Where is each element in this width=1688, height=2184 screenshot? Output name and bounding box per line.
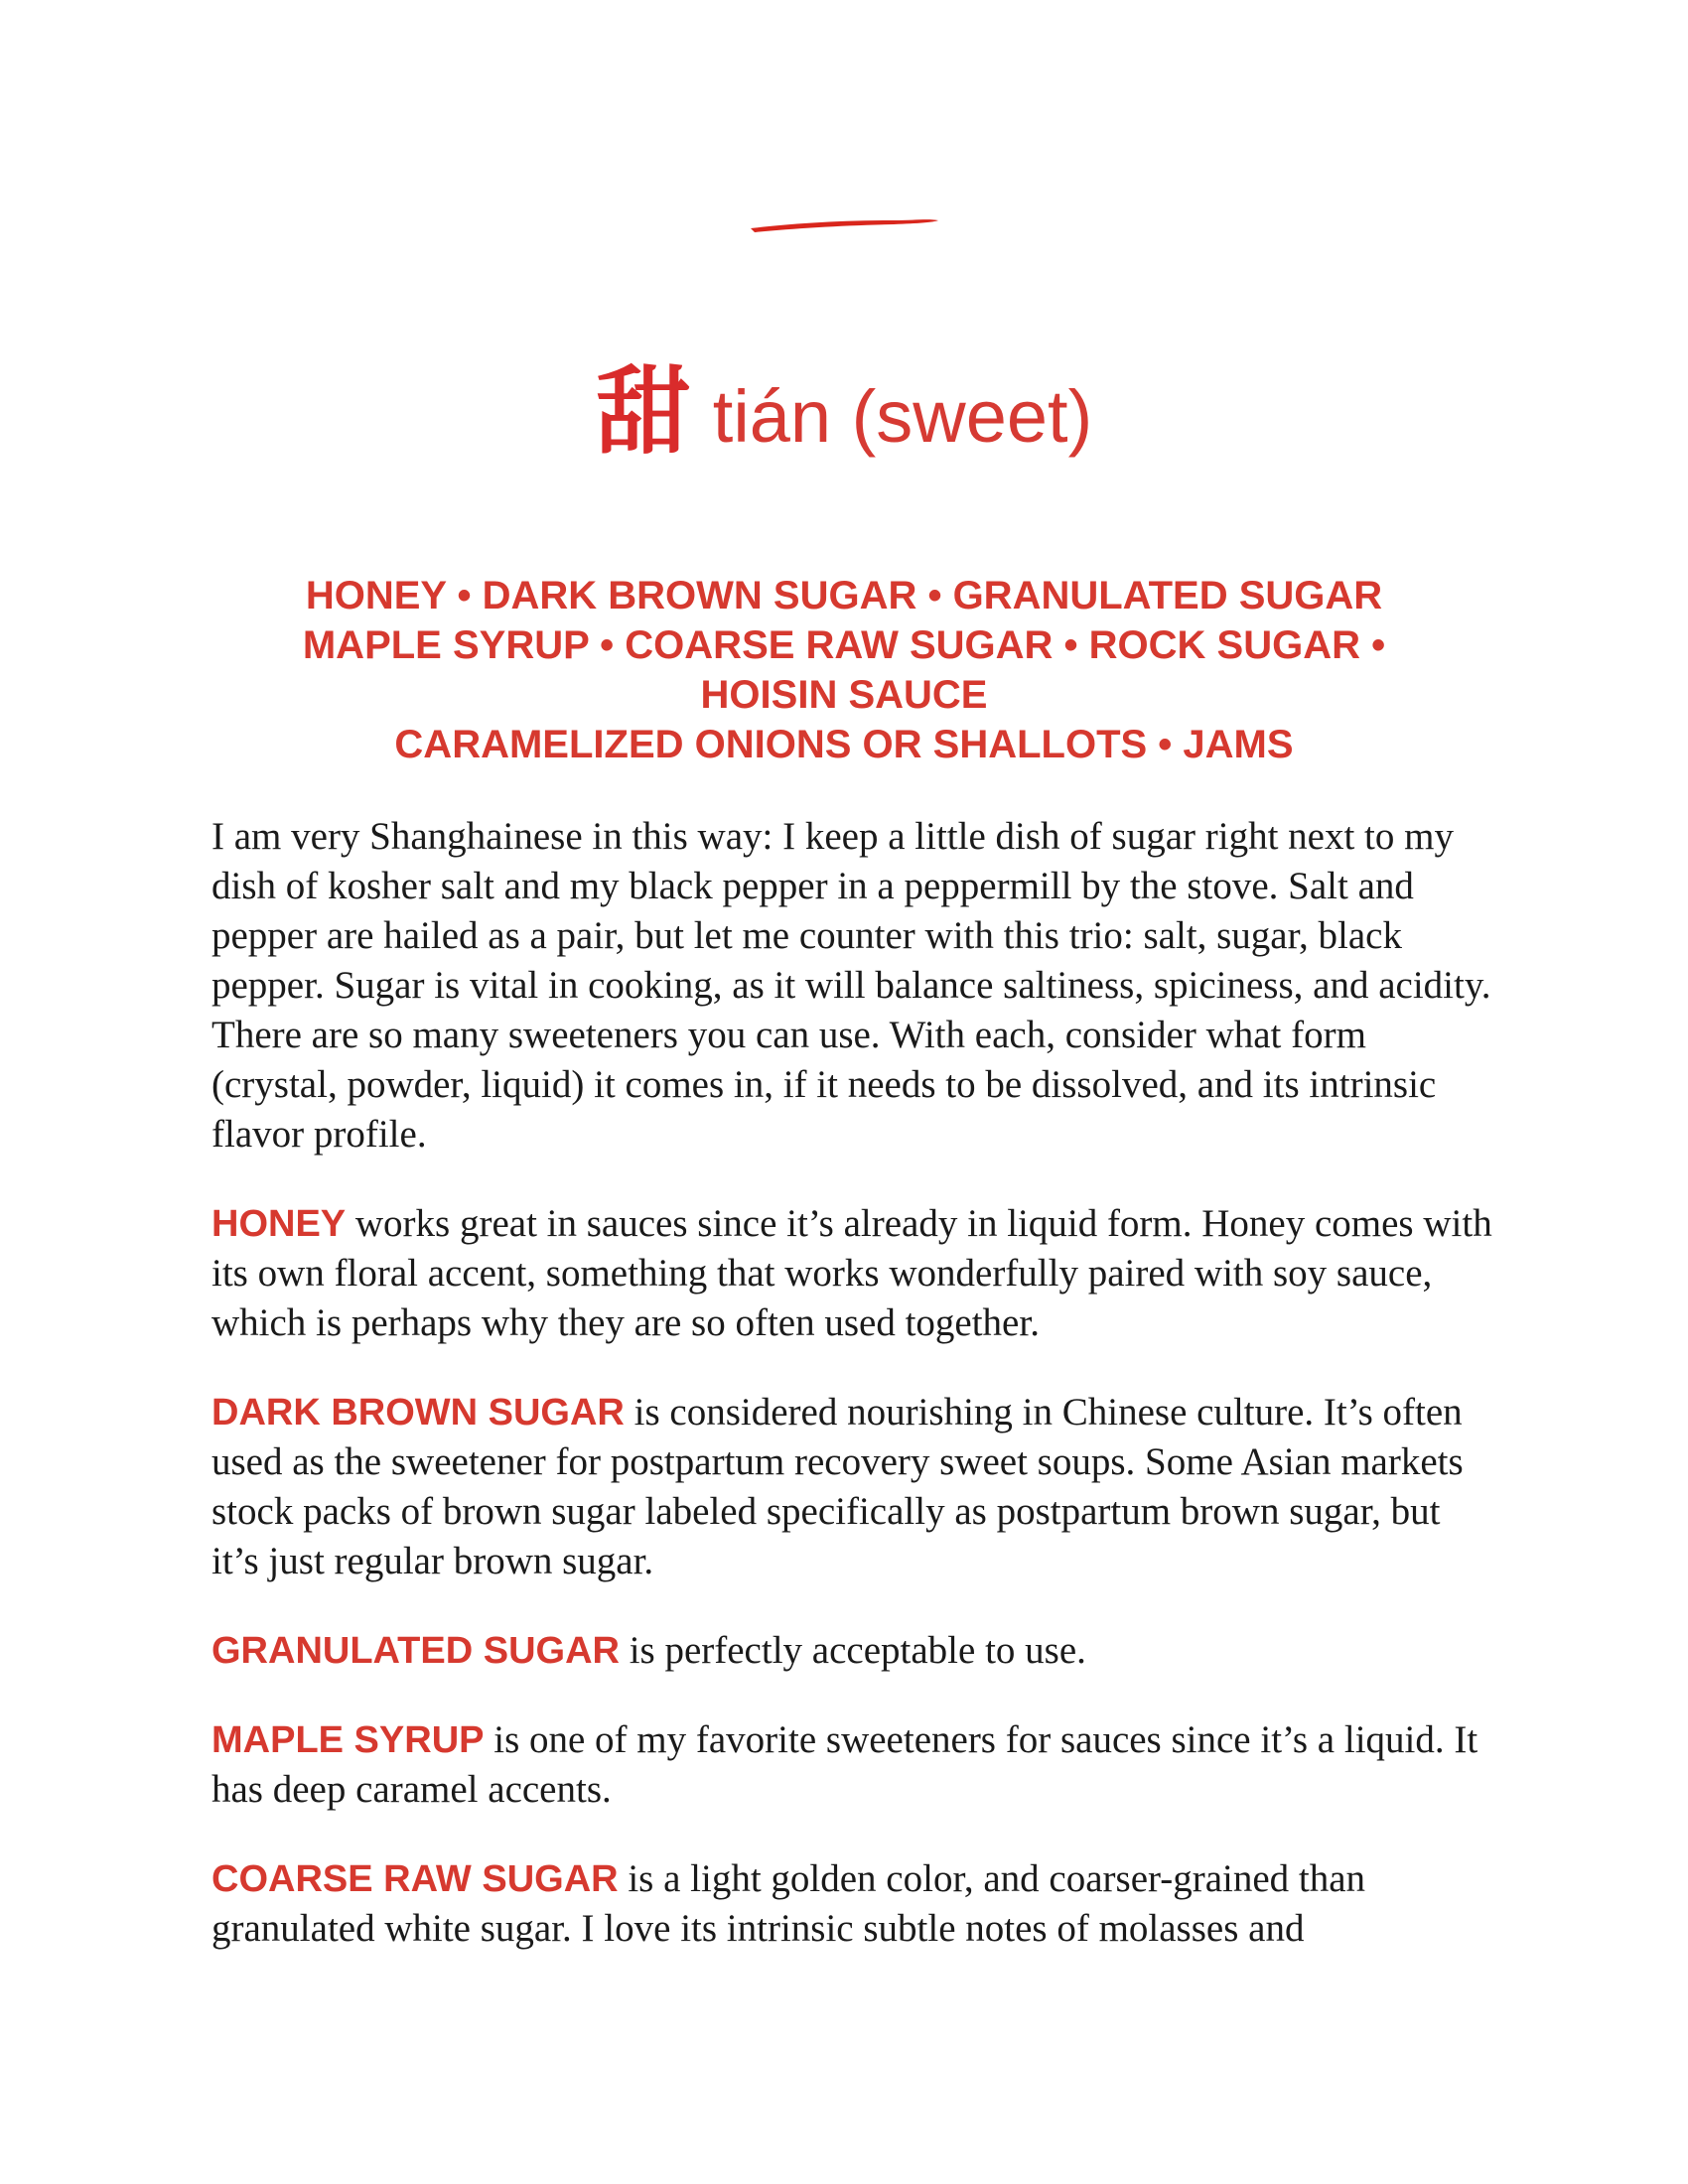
entry-text: is perfectly acceptable to use.	[619, 1629, 1086, 1672]
entry-text: is a light golden color, and coarser-grained than granulated white sugar. I love its intrinsic subtle notes of molasses and	[211, 1857, 1366, 1950]
entry-term: COARSE RAW SUGAR	[211, 1858, 619, 1900]
ingredient-list	[199, 571, 1489, 769]
entry-term: DARK BROWN SUGAR	[211, 1392, 625, 1433]
entry-term: MAPLE SYRUP	[211, 1719, 485, 1761]
ingredient-line: MAPLE SYRUP • COARSE RAW SUGAR • ROCK SUGAR •	[302, 623, 1386, 667]
red-brush-stroke	[745, 208, 943, 238]
ingredient-line: HONEY • DARK BROWN SUGAR • GRANULATED SUGAR	[305, 574, 1383, 617]
entry-paragraph-coarse-raw-sugar	[211, 1854, 1492, 1954]
section-title	[0, 357, 1688, 467]
entry-paragraph-granulated-sugar	[211, 1626, 1492, 1676]
ingredient-line: HOISIN SAUCE	[700, 673, 988, 717]
ingredient-line: CARAMELIZED ONIONS OR SHALLOTS • JAMS	[394, 723, 1294, 766]
entry-paragraph-dark-brown-sugar	[211, 1388, 1492, 1586]
entry-text: works great in sauces since it’s already in liquid form. Honey comes with its own floral accent, something that works wonderfully paired with soy sauce, which is perhaps why they are so often used together.	[211, 1202, 1492, 1344]
sweet-chinese-character: 甜	[595, 355, 691, 468]
body-text	[211, 812, 1492, 1993]
entry-term: GRANULATED SUGAR	[211, 1630, 620, 1672]
entry-text: is considered nourishing in Chinese culture. It’s often used as the sweetener for postpartum recovery sweet soups. Some Asian markets stock packs of brown sugar labeled specifically as postpartum brown sugar, but it’s just regular brown sugar.	[211, 1391, 1464, 1582]
entry-text: is one of my favorite sweeteners for sauces since it’s a liquid. It has deep caramel accents.	[211, 1718, 1478, 1811]
entry-paragraph-honey	[211, 1199, 1492, 1348]
entry-paragraph-maple-syrup	[211, 1715, 1492, 1815]
section-title-text: tián (sweet)	[712, 375, 1093, 458]
intro-paragraph: I am very Shanghainese in this way: I keep a little dish of sugar right next to my dish of kosher salt and my black pepper in a peppermill by the stove. Salt and pepper are hailed as a pair, but let me counter with this trio: salt, sugar, black pepper. Sugar is vital in cooking, as it will balance saltiness, spiciness, and acidity. There are so many sweeteners you can use. With each, consider what form (crystal, powder, liquid) it comes in, if it needs to be dissolved, and its intrinsic flavor profile.	[211, 815, 1491, 1156]
entry-term: HONEY	[211, 1203, 347, 1245]
